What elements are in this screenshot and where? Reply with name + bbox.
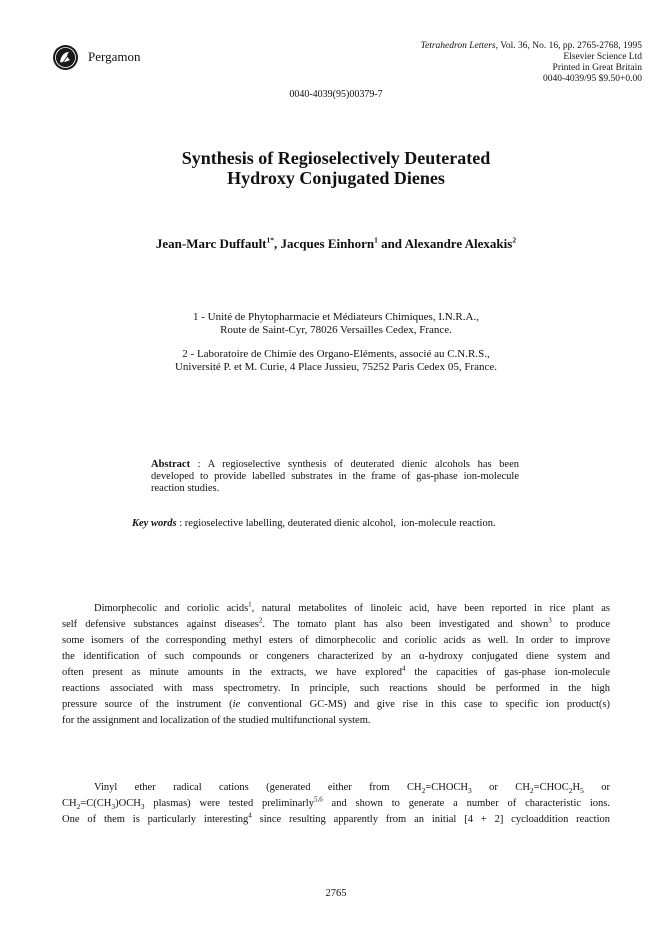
author-1: Jean-Marc Duffault: [155, 236, 267, 251]
reference-5-6: 5,6: [313, 795, 323, 804]
title-line-2: Hydroxy Conjugated Dienes: [227, 168, 445, 188]
p1-line-8: for the assignment and localization of the studied multifunctional system.: [62, 715, 371, 726]
reference-4b: 4: [248, 811, 252, 820]
p2-line-2: $CH_2=C(CH_3)OCH_3$ plasmas) were tested preliminarly$^{5,6}$ and shown to generate a number of characteristic ions.: [62, 795, 610, 812]
publisher-name: Pergamon: [88, 49, 141, 64]
abstract-text-1: : A regioselective synthesis of deuterated dienic alcohols has been: [190, 459, 519, 470]
volume-info: , Vol. 36, No. 16, pp. 2765-2768, 1995: [495, 41, 642, 51]
abstract-line-2: developed to provide labelled substrates in the frame of gas-phase ion-molecule: [151, 471, 519, 482]
keywords-label: Key words: [132, 518, 177, 529]
affiliation-2-line-1: 2 - Laboratoire de Chimie des Organo-Eléments, associé au C.N.R.S.,: [182, 348, 490, 360]
p1-line-7: pressure source of the instrument (ie conventional GC-MS) and give rise in this case to specific ion product(s): [62, 699, 610, 710]
reference-3: 3: [548, 616, 552, 625]
affiliation-1-line-1: 1 - Unité de Phytopharmacie et Médiateurs Chimiques, I.N.R.A.,: [193, 311, 479, 323]
author-3: Alexandre Alexakis: [404, 236, 513, 251]
printed-in: Printed in Great Britain: [552, 63, 642, 73]
abstract-line-3: reaction studies.: [151, 483, 220, 494]
author-sep-1: ,: [274, 236, 281, 251]
body-paragraph-1: [62, 601, 610, 729]
paper-title: [0, 148, 672, 188]
p1-line-4: the identification of such compounds or congeners characterized by an α-hydroxy conjugated diene system and: [62, 651, 610, 662]
reference-4: 4: [401, 664, 406, 673]
p1-line-2: self defensive substances against diseases$^2$. The tomato plant has also been investigated and shown$^3$ to produce: [62, 616, 610, 630]
copyright: Elsevier Science Ltd: [563, 52, 642, 62]
author-sep-2: and: [377, 236, 405, 251]
publisher-logo-icon: [52, 44, 79, 71]
journal-name: Tetrahedron Letters: [420, 41, 496, 51]
affiliation-1: [0, 311, 672, 337]
affiliation-2-line-2: Université P. et M. Curie, 4 Place Jussieu, 75252 Paris Cedex 05, France.: [174, 361, 497, 373]
title-line-1: Synthesis of Regioselectively Deuterated: [181, 148, 491, 168]
page-number: 2765: [325, 888, 347, 899]
author-list: [0, 236, 672, 252]
keywords: [132, 518, 572, 529]
p1-line-1: Dimorphecolic and coriolic acids$^1$, natural metabolites of linoleic acid, have been reported in rice plant as: [94, 600, 610, 614]
journal-citation: [421, 41, 642, 52]
reference-1: 1: [248, 600, 252, 609]
author-1-affil: 1*: [266, 235, 275, 245]
abstract-label: Abstract: [151, 459, 191, 470]
body-paragraph-2: [62, 780, 610, 828]
reference-2: 2: [258, 616, 263, 625]
p2-line-1: Vinyl ether radical cations (generated either from $CH_2=CHOCH_3$ or $CH_2=CHOC_2H_5$ or: [94, 782, 611, 796]
affiliation-1-line-2: Route de Saint-Cyr, 78026 Versailles Cedex, France.: [220, 324, 452, 336]
doi: 0040-4039(95)00379-7: [289, 89, 383, 100]
abstract: [151, 459, 519, 495]
price-code: 0040-4039/95 $9.50+0.00: [542, 74, 642, 84]
abstract-line-1: [151, 459, 519, 471]
author-2-affil: 1: [374, 235, 378, 245]
p1-line-3: some isomers of the corresponding methyl esters of dimorphecolic and coriolic acids as well. In order to improve: [62, 635, 610, 646]
p2-line-3: One of them is particularly interesting$^4$ since resulting apparently from an initial [4 + 2] cycloaddition reaction: [62, 811, 610, 825]
author-3-affil: 2: [512, 235, 517, 245]
journal-info: [421, 41, 642, 85]
keywords-text: : regioselective labelling, deuterated dienic alcohol, ion-molecule reaction.: [176, 518, 496, 529]
author-2: Jacques Einhorn: [280, 236, 375, 251]
affiliation-2: [0, 348, 672, 374]
p1-line-6: reactions associated with mass spectrometry. In principle, such reactions should be performed in the high: [62, 683, 610, 694]
p1-line-5: often present as minute amounts in the extracts, we have explored$^4$ the capacities of gas-phase ion-molecule: [62, 664, 611, 678]
